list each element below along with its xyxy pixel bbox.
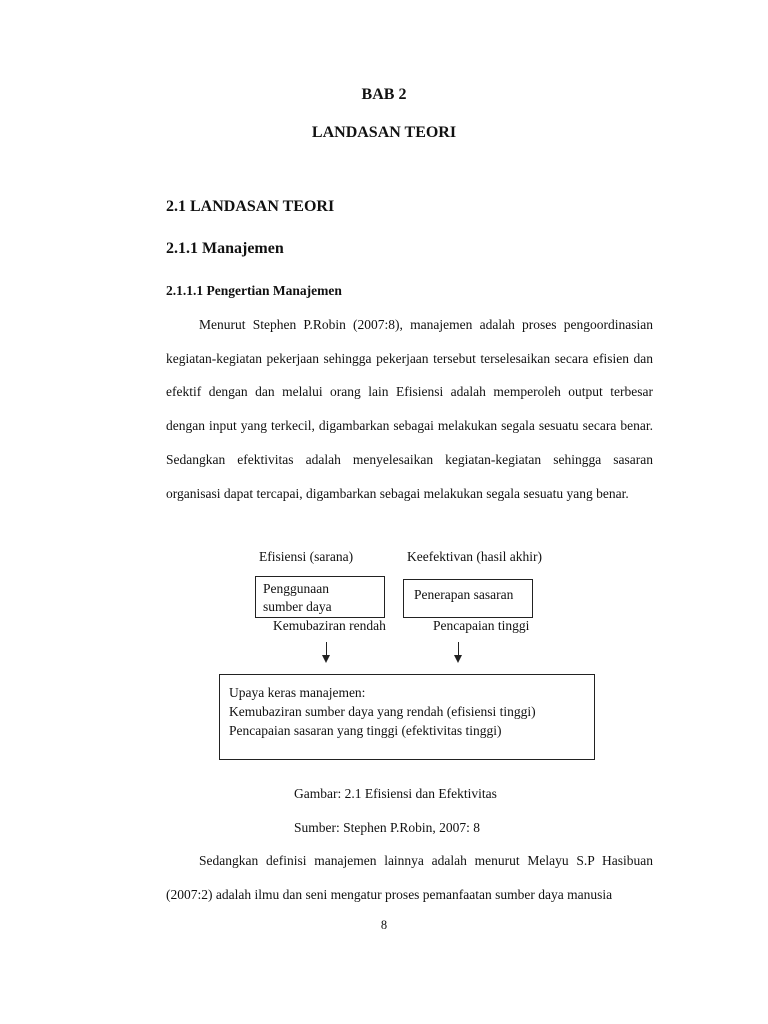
subsection-heading: 2.1.1 Manajemen bbox=[166, 240, 284, 257]
page-number: 8 bbox=[380, 918, 388, 932]
box-right-text: Penerapan sasaran bbox=[414, 587, 514, 602]
box-left-line1: Penggunaan bbox=[263, 581, 329, 596]
box-penerapan-sasaran bbox=[403, 579, 533, 618]
chapter-title: LANDASAN TEORI bbox=[311, 124, 457, 141]
left-result-label: Kemubaziran rendah bbox=[273, 618, 386, 633]
efektivitas-label: Keefektivan (hasil akhir) bbox=[407, 549, 542, 564]
figure-caption: Gambar: 2.1 Efisiensi dan Efektivitas bbox=[294, 786, 497, 801]
box-left-line2: sumber daya bbox=[263, 599, 332, 614]
bottom-line3: Pencapaian sasaran yang tinggi (efektivitas tinggi) bbox=[229, 723, 502, 738]
figure-source: Sumber: Stephen P.Robin, 2007: 8 bbox=[294, 820, 481, 835]
bottom-line1: Upaya keras manajemen: bbox=[229, 685, 366, 700]
efisiensi-label: Efisiensi (sarana) bbox=[259, 549, 354, 564]
bottom-line2: Kemubaziran sumber daya yang rendah (efisiensi tinggi) bbox=[229, 704, 536, 719]
box-upaya-keras-manajemen bbox=[219, 674, 595, 760]
section-heading: 2.1 LANDASAN TEORI bbox=[166, 198, 335, 215]
chapter-label: BAB 2 bbox=[361, 86, 407, 103]
right-result-label: Pencapaian tinggi bbox=[433, 618, 530, 633]
subsubsection-heading: 2.1.1.1 Pengertian Manajemen bbox=[166, 283, 342, 298]
paragraph-definition-robin: Menurut Stephen P.Robin (2007:8), manajemen adalah proses pengoordinasian kegiatan-kegiatan pekerjaan sehingga pekerjaan tersebut terselesaikan secara efisien dan efektif dengan dan melalui orang lain Efisiensi adalah memperoleh output terbesar dengan input yang terkecil, digambarkan sebagai melakukan segala sesuatu secara benar. Sedangkan efektivitas adalah menyelesaikan kegiatan-kegiatan sehingga sasaran organisasi dapat tercapai, digambarkan sebagai melakukan segala sesuatu yang benar. bbox=[166, 317, 653, 501]
paragraph-definition-hasibuan: Sedangkan definisi manajemen lainnya adalah menurut Melayu S.P Hasibuan (2007:2) adalah ilmu dan seni mengatur proses pemanfaatan sumber daya manusia bbox=[166, 853, 653, 902]
box-penggunaan-sumber-daya bbox=[255, 576, 385, 618]
